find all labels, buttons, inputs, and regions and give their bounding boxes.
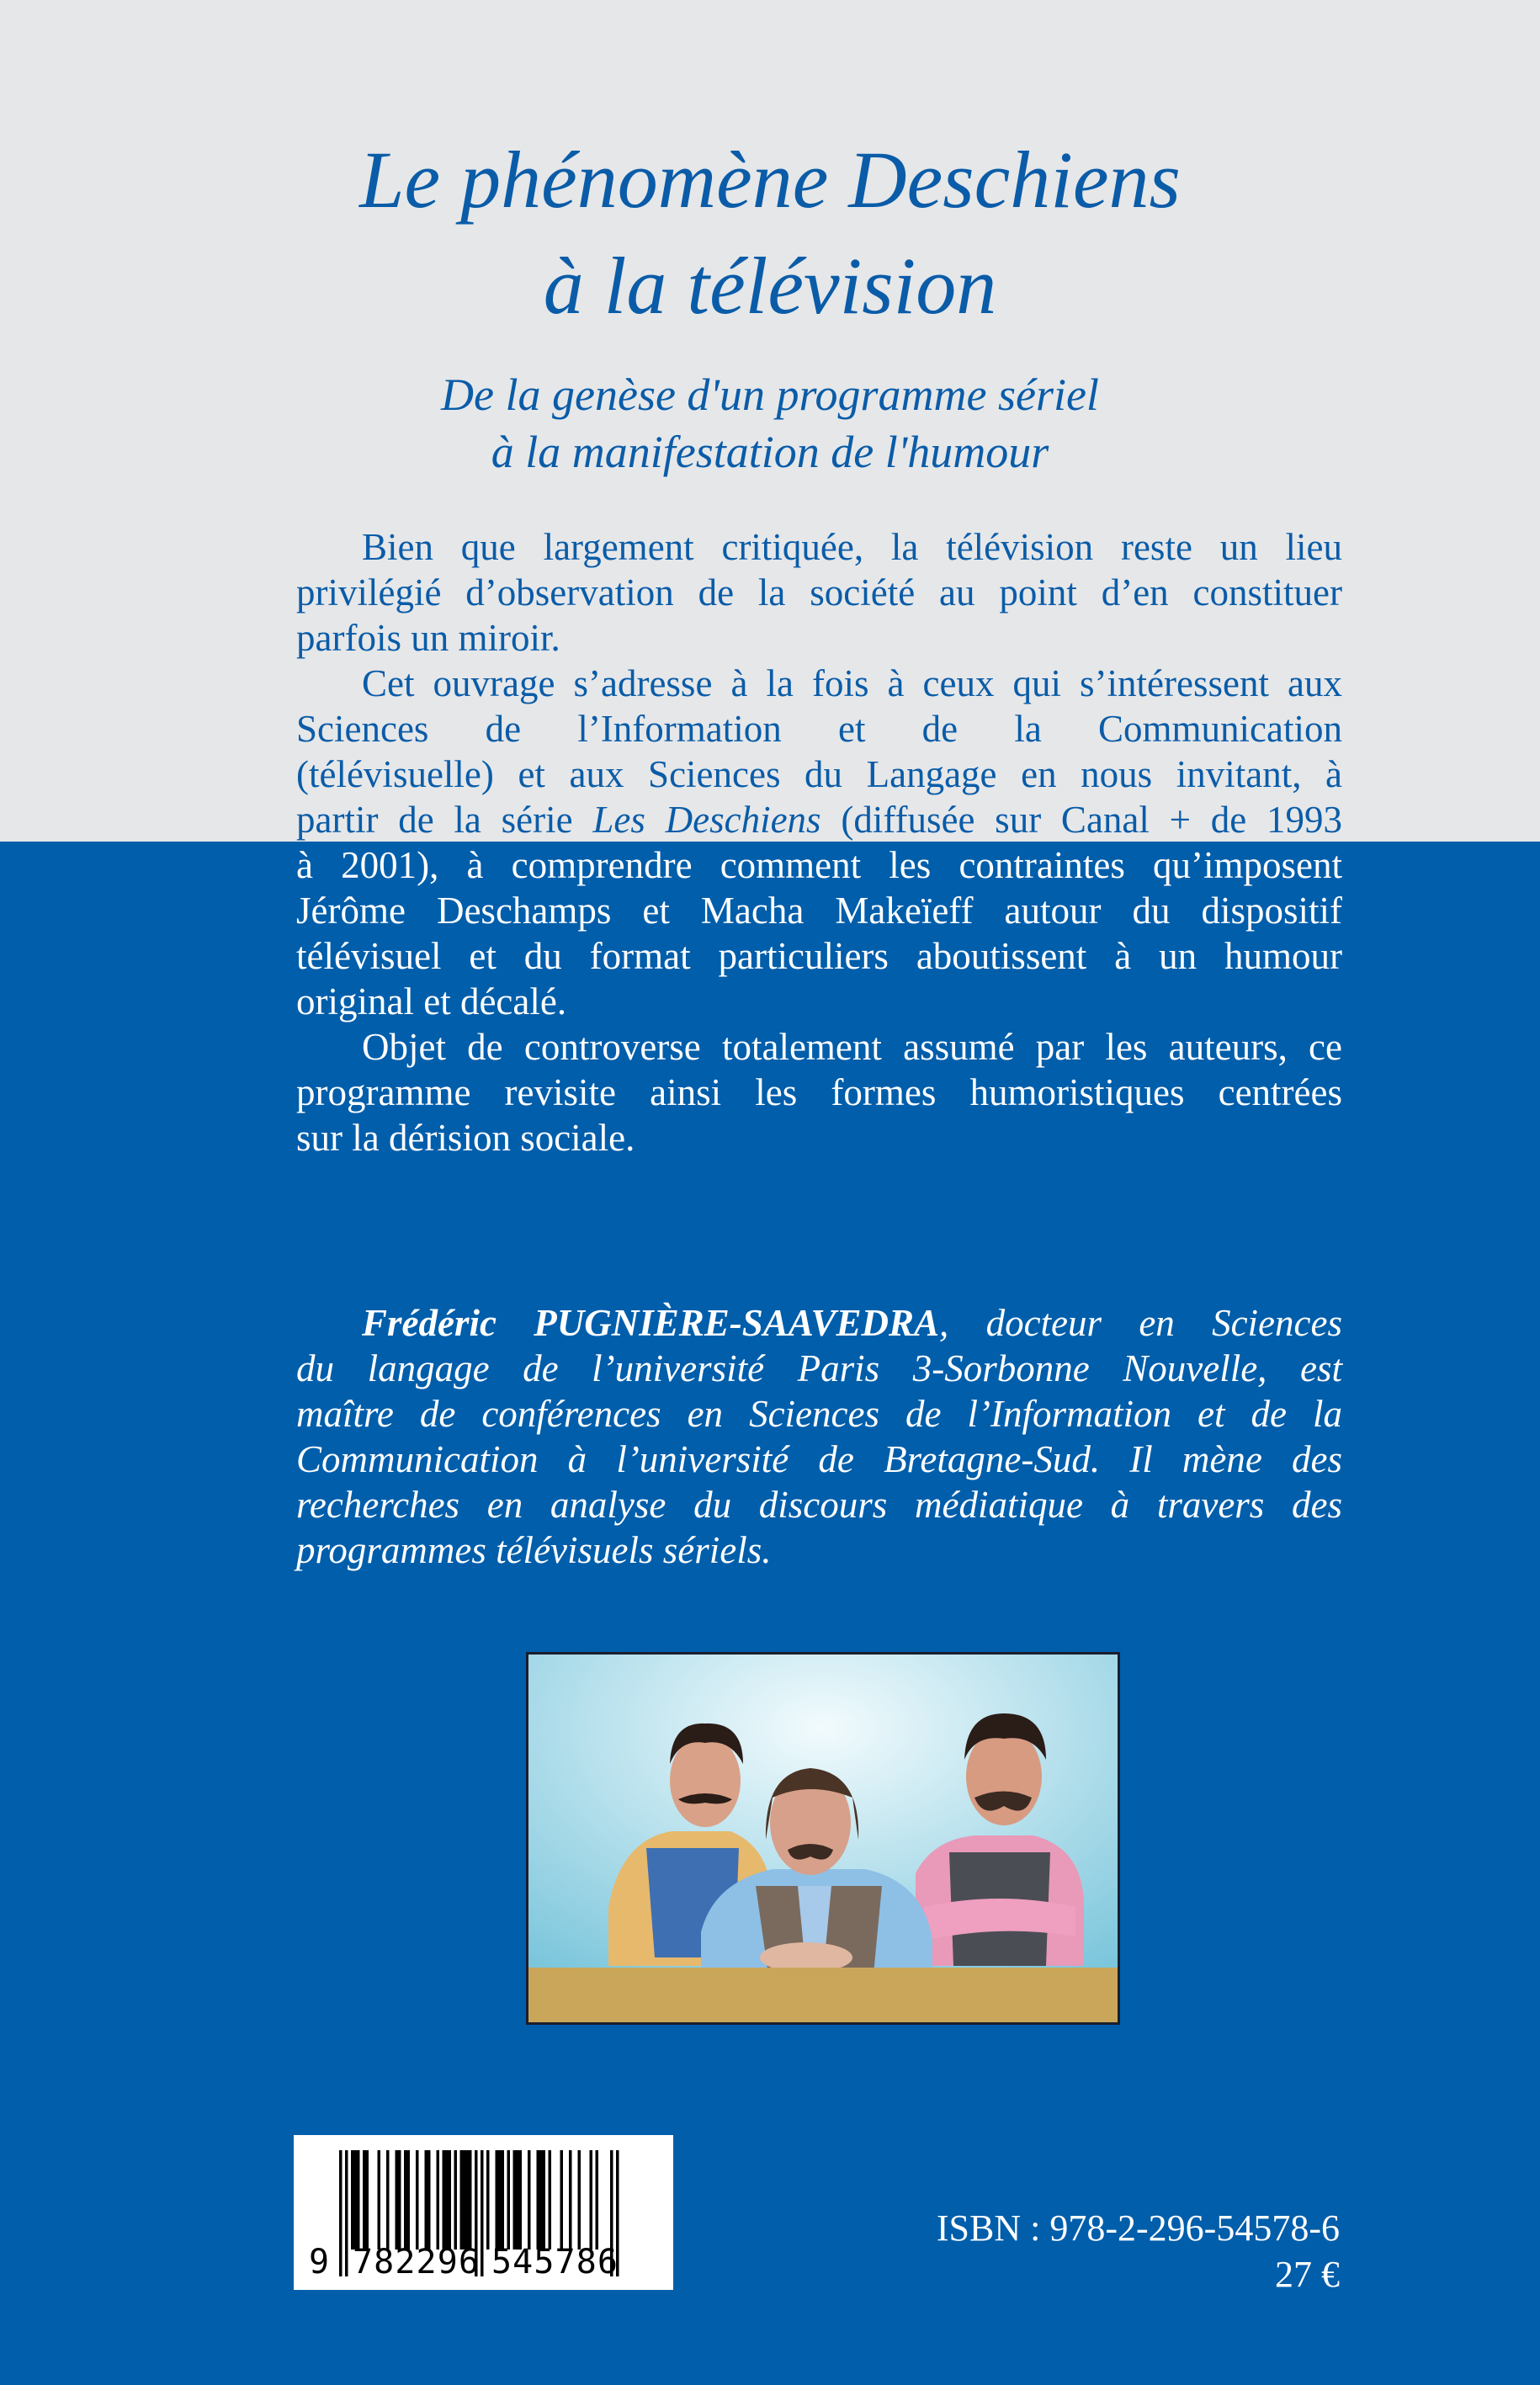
barcode-bar bbox=[378, 2150, 381, 2250]
barcode-bar bbox=[507, 2150, 511, 2250]
barcode-bar bbox=[519, 2150, 523, 2250]
blurb-line: télévisuel et du format particuliers aboutissent à un humour bbox=[296, 935, 1342, 977]
blurb-line: Bien que largement critiquée, la télévision reste un lieu bbox=[362, 526, 1342, 568]
author-line: recherches en analyse du discours médiatique à travers des bbox=[296, 1484, 1342, 1526]
barcode-bar bbox=[481, 2150, 484, 2276]
author-line: maître de conférences en Sciences de l’Information et de la bbox=[296, 1393, 1342, 1435]
barcode-bar bbox=[396, 2150, 399, 2250]
isbn-number: ISBN : 978-2-296-54578-6 bbox=[936, 2207, 1340, 2249]
barcode-bar bbox=[339, 2150, 343, 2276]
barcode-bar bbox=[449, 2150, 452, 2250]
barcode-bar bbox=[569, 2150, 572, 2250]
barcode-bar bbox=[445, 2150, 449, 2250]
blurb-line: sur la dérision sociale. bbox=[296, 1117, 635, 1159]
author-line: programmes télévisuels sériels. bbox=[296, 1529, 772, 1571]
barcode-bar bbox=[460, 2150, 464, 2250]
barcode-bar bbox=[366, 2150, 369, 2250]
barcode-bar bbox=[596, 2150, 599, 2250]
blurb-text-segment: partir de la série bbox=[296, 799, 593, 841]
barcode-bar bbox=[386, 2150, 390, 2250]
barcode-bar bbox=[398, 2150, 401, 2250]
barcode-bar bbox=[502, 2150, 505, 2250]
author-line: du langage de l’université Paris 3-Sorbonne Nouvelle, est bbox=[296, 1347, 1342, 1389]
barcode-bar bbox=[496, 2150, 499, 2250]
barcode-bar bbox=[528, 2150, 531, 2250]
barcode-bar bbox=[463, 2150, 466, 2250]
barcode-bar bbox=[351, 2150, 354, 2250]
price: 27 € bbox=[1275, 2254, 1340, 2295]
barcode-bar bbox=[407, 2150, 411, 2250]
barcode-bar bbox=[437, 2150, 440, 2250]
barcode-bar bbox=[590, 2150, 593, 2250]
barcode-graphic bbox=[294, 2135, 673, 2290]
barcode-bar bbox=[416, 2150, 419, 2250]
barcode-bar bbox=[443, 2150, 446, 2250]
book-subtitle-line2: à la manifestation de l'humour bbox=[491, 427, 1049, 477]
cover-photo bbox=[526, 1652, 1120, 2025]
author-line: Communication à l’université de Bretagne-Sud. Il mène des bbox=[296, 1438, 1342, 1480]
barcode-bar bbox=[454, 2150, 458, 2250]
book-subtitle-line1: De la genèse d'un programme sériel bbox=[441, 369, 1099, 420]
barcode-bar bbox=[560, 2150, 564, 2250]
blurb-line: parfois un miroir. bbox=[296, 617, 560, 659]
barcode-bar bbox=[466, 2150, 470, 2250]
blurb-line: programme revisite ainsi les formes humoristiques centrées bbox=[296, 1071, 1342, 1113]
author-name: Frédéric PUGNIÈRE-SAAVEDRA bbox=[362, 1302, 940, 1344]
barcode-bar bbox=[427, 2150, 431, 2250]
blurb-line: (télévisuelle) et aux Sciences du Langage en nous invitant, à bbox=[296, 753, 1342, 795]
book-title-line1: Le phénomène Deschiens bbox=[359, 135, 1181, 225]
blurb-text-segment: (diffusée sur Canal + de 1993 bbox=[820, 799, 1343, 841]
series-title: Les Deschiens bbox=[592, 799, 821, 841]
blurb-line: privilégié d’observation de la société au point d’en constituer bbox=[296, 571, 1342, 614]
blurb-line: à 2001), à comprendre comment les contraintes qu’imposent bbox=[296, 844, 1342, 886]
barcode-bar bbox=[549, 2150, 552, 2250]
barcode-bar bbox=[516, 2150, 519, 2250]
blurb-line: Sciences de l’Information et de la Communication bbox=[296, 708, 1342, 750]
barcode bbox=[294, 2135, 673, 2290]
barcode-bar bbox=[543, 2150, 546, 2250]
barcode-digits-left: 782296 bbox=[353, 2243, 479, 2281]
barcode-bar bbox=[404, 2150, 407, 2250]
blurb-line: Jérôme Deschamps et Macha Makeïeff autour du dispositif bbox=[296, 890, 1342, 932]
book-title-line2: à la télévision bbox=[543, 241, 997, 331]
barcode-bar bbox=[486, 2150, 490, 2250]
blurb-line: Objet de controverse totalement assumé par les auteurs, ce bbox=[362, 1026, 1342, 1068]
barcode-bar bbox=[539, 2150, 543, 2250]
barcode-bar bbox=[498, 2150, 502, 2250]
table bbox=[528, 1968, 1118, 2022]
blurb-line-series bbox=[296, 797, 1342, 842]
barcode-bar bbox=[537, 2150, 540, 2250]
barcode-bar bbox=[513, 2150, 517, 2250]
barcode-bar bbox=[345, 2150, 348, 2276]
barcode-bar bbox=[363, 2150, 366, 2250]
barcode-bar bbox=[578, 2150, 581, 2250]
barcode-bar bbox=[357, 2150, 360, 2250]
blurb-line: original et décalé. bbox=[296, 980, 567, 1023]
barcode-digits-right: 545786 bbox=[491, 2243, 618, 2281]
barcode-digit-first: 9 bbox=[309, 2243, 330, 2281]
author-line bbox=[296, 1300, 1342, 1346]
blurb-line: Cet ouvrage s’adresse à la fois à ceux qui s’intéressent aux bbox=[362, 662, 1342, 704]
photo-illustration bbox=[528, 1655, 1118, 2022]
author-text-segment: , docteur en Sciences bbox=[939, 1302, 1342, 1344]
barcode-bar bbox=[354, 2150, 358, 2250]
barcode-bar bbox=[425, 2150, 428, 2250]
barcode-bar bbox=[469, 2150, 472, 2250]
